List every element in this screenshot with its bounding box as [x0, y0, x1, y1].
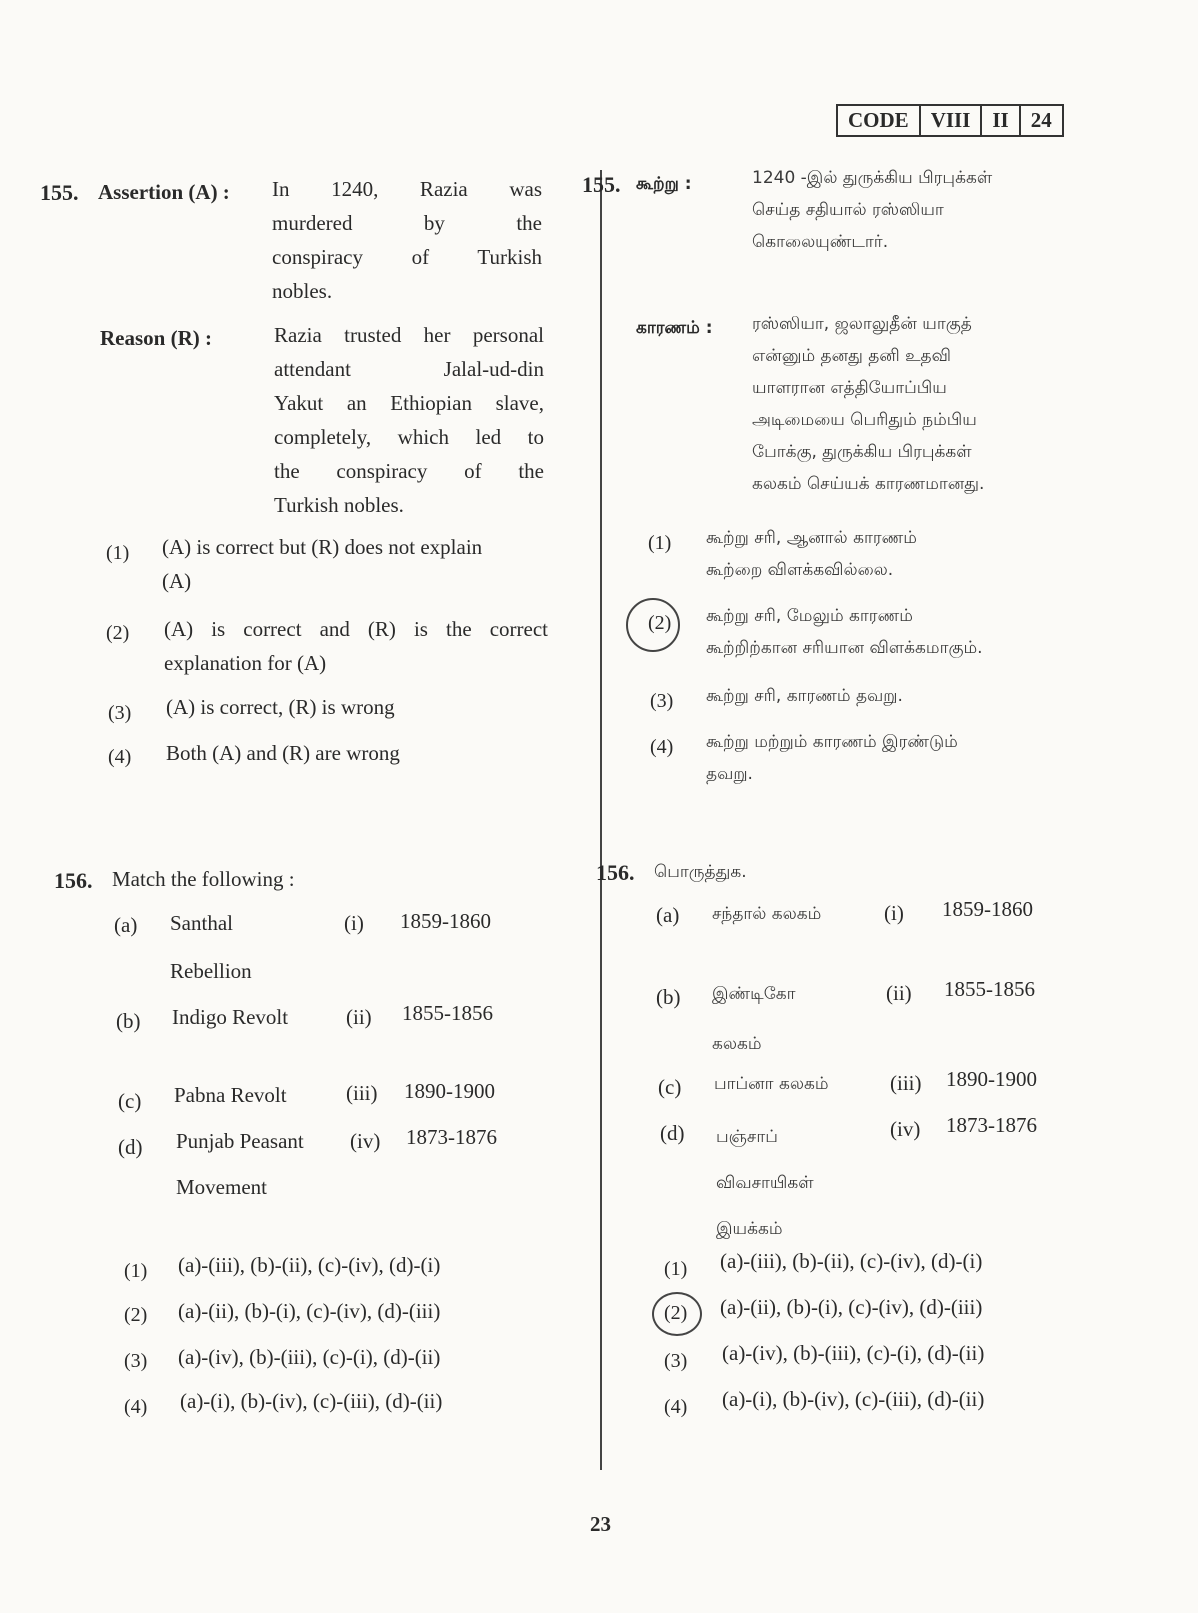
- answer-text: (a)-(iii), (b)-(ii), (c)-(iv), (d)-(i): [720, 1249, 983, 1273]
- row-roman: (iv): [350, 1129, 381, 1153]
- assertion-line: murdered by the: [272, 211, 542, 235]
- reason-line: யாளரான எத்தியோப்பிய: [752, 378, 947, 398]
- assertion-text-ta: [752, 162, 1082, 258]
- assertion-line: கொலையுண்டார்.: [752, 232, 889, 252]
- assertion-line: conspiracy of Turkish: [272, 245, 542, 269]
- option-line: (A) is correct and (R) is the correct: [164, 617, 548, 641]
- row-item-line: இண்டிகோ: [712, 984, 796, 1004]
- exam-code-box: [836, 104, 1064, 137]
- code-part-2: II: [982, 106, 1020, 135]
- assertion-line: In 1240, Razia was: [272, 177, 542, 201]
- row-years: 1873-1876: [406, 1125, 497, 1149]
- reason-line: completely, which led to: [274, 425, 544, 449]
- option-line: explanation for (A): [164, 651, 327, 675]
- option-text: [706, 600, 1086, 664]
- match-title-ta: பொருத்துக.: [654, 862, 747, 882]
- row-letter: (c): [658, 1075, 682, 1099]
- code-part-3: 24: [1030, 108, 1052, 132]
- option-text: கூற்று சரி, காரணம் தவறு.: [706, 686, 903, 706]
- reason-label-en: Reason (R) :: [100, 326, 212, 350]
- option-line: கூற்றிற்கான சரியான விளக்கமாகும்.: [706, 638, 983, 658]
- row-item-line: Movement: [176, 1175, 267, 1199]
- reason-text-ta: [752, 308, 1086, 500]
- option-text: Both (A) and (R) are wrong: [166, 741, 400, 765]
- reason-line: போக்கு, துருக்கிய பிரபுக்கள்: [752, 442, 972, 462]
- answer-text: (a)-(ii), (b)-(i), (c)-(iv), (d)-(iii): [720, 1295, 983, 1319]
- row-letter: (a): [114, 913, 138, 937]
- answer-text: (a)-(i), (b)-(iv), (c)-(iii), (d)-(ii): [722, 1387, 985, 1411]
- row-letter: (d): [118, 1135, 143, 1159]
- row-item-line: இயக்கம்: [716, 1219, 783, 1239]
- row-roman: (ii): [346, 1005, 372, 1029]
- reason-line: attendant Jalal-ud-din: [274, 357, 544, 381]
- assertion-line: 1240 -இல் துருக்கிய பிரபுக்கள்: [752, 168, 993, 188]
- row-years: 1859-1860: [942, 897, 1033, 921]
- reason-line: the conspiracy of the: [274, 459, 544, 483]
- answer-text: (a)-(iii), (b)-(ii), (c)-(iv), (d)-(i): [178, 1253, 441, 1277]
- answer-number: (2): [664, 1302, 688, 1324]
- assertion-label-en: Assertion (A) :: [98, 180, 230, 204]
- row-roman: (iii): [346, 1081, 378, 1105]
- option-number: (3): [108, 702, 132, 724]
- option-text: [706, 522, 1086, 586]
- answer-number: (4): [664, 1396, 688, 1418]
- reason-line: ரஸ்ஸியா, ஜலாலுதீன் யாகுத்: [752, 314, 972, 334]
- option-text: [162, 530, 552, 598]
- answer-text: (a)-(ii), (b)-(i), (c)-(iv), (d)-(iii): [178, 1299, 441, 1323]
- reason-line: கலகம் செய்யக் காரணமானது.: [752, 474, 985, 494]
- option-number: (3): [650, 690, 674, 712]
- row-letter: (c): [118, 1089, 142, 1113]
- row-years: 1859-1860: [400, 909, 491, 933]
- option-line: கூற்று மற்றும் காரணம் இரண்டும்: [706, 732, 958, 752]
- assertion-text-en: [272, 172, 542, 308]
- row-item-line: Rebellion: [170, 959, 252, 983]
- code-part-1: VIII: [921, 106, 983, 135]
- q156-number-en: 156.: [54, 868, 93, 893]
- row-item-line: கலகம்: [712, 1034, 762, 1054]
- reason-line: அடிமையை பெரிதும் நம்பிய: [752, 410, 977, 430]
- answer-number: (1): [664, 1258, 688, 1280]
- option-text: [706, 726, 1086, 790]
- row-item: [176, 1124, 304, 1204]
- row-years: 1873-1876: [946, 1113, 1037, 1137]
- option-line: கூற்று சரி, ஆனால் காரணம்: [706, 528, 917, 548]
- row-item: [716, 1114, 814, 1252]
- code-label: CODE: [838, 106, 921, 135]
- option-line: (A): [162, 569, 192, 593]
- option-number: (1): [648, 532, 672, 554]
- option-line: கூற்றை விளக்கவில்லை.: [706, 560, 894, 580]
- option-line: (A) is correct but (R) does not explain: [162, 535, 483, 559]
- answer-number: (4): [124, 1396, 148, 1418]
- row-years: 1855-1856: [944, 977, 1035, 1001]
- option-number: (2): [106, 622, 130, 644]
- row-item: பாப்னா கலகம்: [714, 1074, 829, 1094]
- row-item-line: பஞ்சாப்: [716, 1127, 778, 1147]
- row-item: சந்தால் கலகம்: [712, 904, 822, 924]
- option-line: கூற்று சரி, மேலும் காரணம்: [706, 606, 913, 626]
- answer-number: (1): [124, 1260, 148, 1282]
- row-roman: (ii): [886, 981, 912, 1005]
- option-number: (1): [106, 542, 130, 564]
- option-number: (2): [648, 612, 672, 634]
- q156-number-ta: 156.: [596, 860, 635, 885]
- reason-line: Turkish nobles.: [274, 493, 404, 517]
- assertion-line: nobles.: [272, 279, 333, 303]
- row-roman: (i): [344, 911, 364, 935]
- assertion-label-ta: கூற்று :: [636, 174, 692, 194]
- row-roman: (iv): [890, 1117, 921, 1141]
- row-years: 1855-1856: [402, 1001, 493, 1025]
- row-letter: (b): [656, 985, 681, 1009]
- option-number: (4): [650, 736, 674, 758]
- reason-text-en: [274, 318, 544, 522]
- answer-text: (a)-(iv), (b)-(iii), (c)-(i), (d)-(ii): [178, 1345, 441, 1369]
- answer-number: (2): [124, 1304, 148, 1326]
- option-text: [164, 612, 548, 680]
- assertion-line: செய்த சதியால் ரஸ்ஸியா: [752, 200, 944, 220]
- row-roman: (iii): [890, 1071, 922, 1095]
- match-title-en: Match the following :: [112, 867, 295, 891]
- row-item: [170, 906, 252, 988]
- row-years: 1890-1900: [946, 1067, 1037, 1091]
- row-letter: (a): [656, 903, 680, 927]
- q155-number-en: 155.: [40, 180, 79, 205]
- answer-text: (a)-(i), (b)-(iv), (c)-(iii), (d)-(ii): [180, 1389, 443, 1413]
- answer-number: (3): [664, 1350, 688, 1372]
- option-text: (A) is correct, (R) is wrong: [166, 695, 395, 719]
- row-item-line: Punjab Peasant: [176, 1129, 304, 1153]
- row-item-line: விவசாயிகள்: [716, 1173, 814, 1193]
- option-line: தவறு.: [706, 764, 753, 784]
- reason-line: என்னும் தனது தனி உதவி: [752, 346, 951, 366]
- page-number: 23: [590, 1512, 611, 1536]
- row-roman: (i): [884, 901, 904, 925]
- row-item: Pabna Revolt: [174, 1083, 287, 1107]
- reason-line: Yakut an Ethiopian slave,: [274, 391, 544, 415]
- row-item-line: Santhal: [170, 911, 233, 935]
- row-item: Indigo Revolt: [172, 1005, 289, 1029]
- row-years: 1890-1900: [404, 1079, 495, 1103]
- option-number: (4): [108, 746, 132, 768]
- answer-number: (3): [124, 1350, 148, 1372]
- reason-line: Razia trusted her personal: [274, 323, 544, 347]
- column-divider: [600, 170, 602, 1470]
- answer-text: (a)-(iv), (b)-(iii), (c)-(i), (d)-(ii): [722, 1341, 985, 1365]
- reason-label-ta: காரணம் :: [636, 318, 713, 338]
- row-item: [712, 978, 796, 1060]
- row-letter: (d): [660, 1121, 685, 1145]
- q155-number-ta: 155.: [582, 172, 621, 197]
- row-letter: (b): [116, 1009, 141, 1033]
